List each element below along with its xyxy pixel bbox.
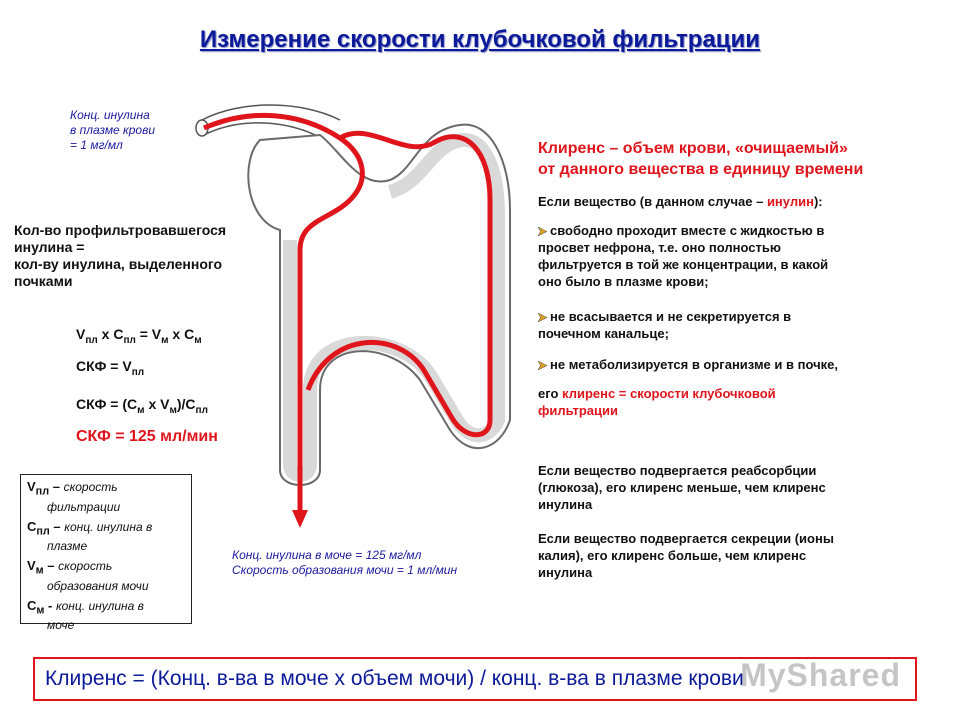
page-title: Измерение скорости клубочковой фильтрации [199, 26, 761, 53]
legend-box [20, 474, 192, 633]
secretion-note: Если вещество подвергается секреции (ионы калия), его клиренс больше, чем клиренс инулина [538, 531, 834, 580]
flow-arrow-icon [292, 510, 308, 528]
arrow-bullet-icon [538, 227, 547, 236]
arrow-bullet-icon [538, 313, 547, 322]
nephron-diagram [190, 90, 530, 530]
clearance-formula-box [33, 657, 917, 701]
gfr-value: СКФ = 125 мл/мин [76, 428, 218, 445]
arrow-bullet-icon [538, 361, 547, 370]
bullet-free-filtration: свободно проходит вместе с жидкостью в просвет нефрона, т.е. оно полностью фильтруется в той же концентрации, в какой оно было в плазме крови; [538, 223, 829, 289]
bullet-no-reabsorption: не всасывается и не секретируется в почечном канальце; [538, 309, 792, 341]
legend-item: $C_{пл}$ – конц. инулина в плазме [27, 518, 153, 554]
legend-item: $C_м$ - конц. инулина в моче [27, 597, 144, 633]
formula-gfr-v: СКФ = $V_{пл}$ [76, 358, 145, 378]
legend-item: $V_м$ – скорость образования мочи [27, 558, 149, 593]
condition-intro: Если вещество (в данном случае – инулин): [538, 194, 823, 209]
urine-concentration-note: Конц. инулина в моче = 125 мг/мл Скорость образования мочи = 1 мл/мин [232, 548, 458, 577]
plasma-concentration-note: Конц. инулина в плазме крови = 1 мг/мл [70, 108, 156, 152]
bullet-no-metabolism: не метаболизируется в организме и в почке, [538, 356, 928, 373]
reabsorption-note: Если вещество подвергается реабсорбции (глюкоза), его клиренс меньше, чем клиренс инулина [538, 463, 826, 512]
watermark: MyShared [740, 657, 901, 693]
clearance-definition: Клиренс – объем крови, «очищаемый» от данного вещества в единицу времени [538, 140, 864, 178]
formula-balance: $V_{пл}$ x $C_{пл} = V_м$ x $C_м$ [76, 326, 202, 346]
formula-gfr-ratio: СКФ = ($C_м$ x $V_м)/C_{пл}$ [76, 396, 208, 416]
clearance-conclusion: его клиренс = скорости клубочковой фильтрации [538, 386, 776, 418]
filtered-amount-text: Кол-во профильтровавшегося инулина = кол-ву инулина, выделенного почками [14, 222, 227, 289]
legend-item: $V_{пл}$ – скорость фильтрации [27, 479, 121, 514]
clearance-formula: Клиренс = (Конц. в-ва в моче х объем мочи) / конц. в-ва в плазме крови [45, 667, 744, 690]
